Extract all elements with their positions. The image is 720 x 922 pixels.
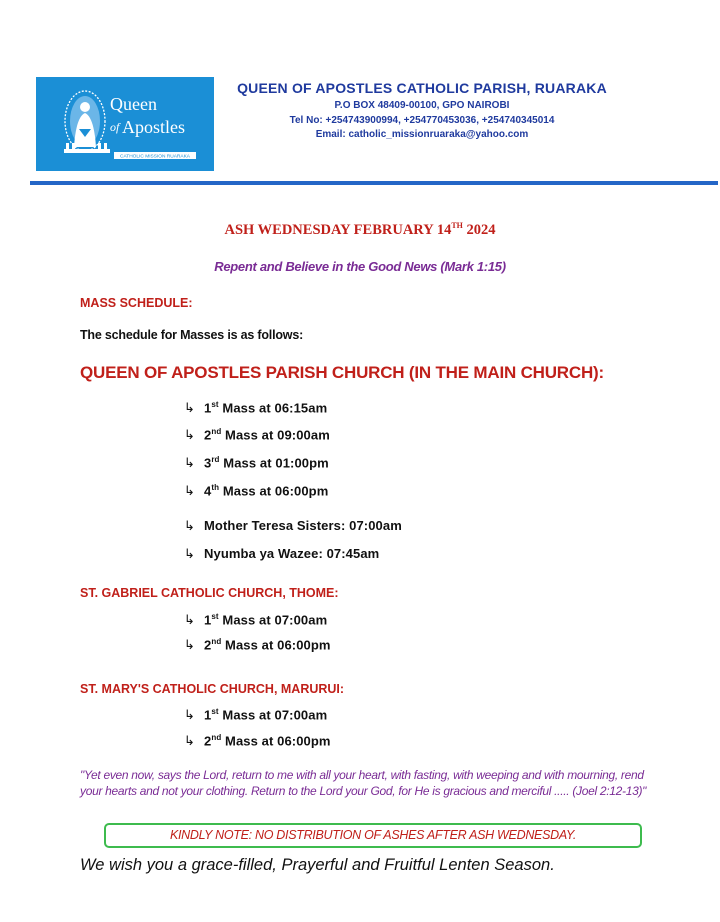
closing-greeting: We wish you a grace-filled, Prayerful and Fruitful Lenten Season.	[80, 856, 555, 874]
list-item: ↳ Nyumba ya Wazee: 07:45am	[184, 546, 380, 561]
logo-subtitle: CATHOLIC MISSION RUARAKA	[119, 154, 191, 160]
list-item: ↳ 1st Mass at 06:15am	[184, 400, 328, 416]
email-address: Email: catholic_missionruaraka@yahoo.com	[315, 129, 529, 140]
arrow-icon: ↳	[184, 427, 195, 443]
list-item: ↳ 2nd Mass at 06:00pm	[184, 637, 331, 653]
list-item: ↳ 4th Mass at 06:00pm	[184, 483, 329, 499]
phone-numbers: Tel No: +254743900994, +254770453036, +254740345014	[289, 115, 555, 126]
logo-text-of: of	[110, 120, 120, 134]
event-theme: Repent and Believe in the Good News (Mark 1:15)	[214, 259, 506, 274]
list-item: ↳ 3rd Mass at 01:00pm	[184, 455, 329, 471]
arrow-icon: ↳	[184, 400, 195, 416]
madonna-logo-icon	[36, 77, 214, 171]
scripture-quote: "Yet even now, says the Lord, return to me with all your heart, with fasting, with weeping and with mourning, rend your hearts and not your clothing. Return to the Lord your God, for He is gracious and merciful ..... (Joel 2:12-13)"	[80, 768, 647, 798]
list-item: ↳ Mother Teresa Sisters: 07:00am	[184, 518, 402, 533]
arrow-icon: ↳	[184, 733, 195, 749]
arrow-icon: ↳	[184, 637, 195, 653]
logo-text-apostles: Apostles	[122, 117, 185, 137]
note-banner: KINDLY NOTE: NO DISTRIBUTION OF ASHES AFTER ASH WEDNESDAY.	[104, 823, 642, 848]
arrow-icon: ↳	[184, 518, 195, 533]
arrow-icon: ↳	[184, 612, 195, 628]
st-mary-heading: ST. MARY'S CATHOLIC CHURCH, MARURUI:	[80, 682, 345, 696]
list-item: ↳ 2nd Mass at 06:00pm	[184, 733, 331, 749]
logo-text-queen: Queen	[110, 94, 157, 114]
postal-address: P.O BOX 48409-00100, GPO NAIROBI	[334, 100, 510, 111]
list-item: ↳ 2nd Mass at 09:00am	[184, 427, 330, 443]
arrow-icon: ↳	[184, 455, 195, 471]
list-item: ↳ 1st Mass at 07:00am	[184, 612, 328, 628]
schedule-intro: The schedule for Masses is as follows:	[80, 328, 304, 342]
arrow-icon: ↳	[184, 483, 195, 499]
header-divider	[30, 181, 718, 185]
arrow-icon: ↳	[184, 546, 195, 561]
st-gabriel-heading: ST. GABRIEL CATHOLIC CHURCH, THOME:	[80, 586, 339, 600]
mass-schedule-heading: MASS SCHEDULE:	[80, 296, 193, 310]
main-church-heading: QUEEN OF APOSTLES PARISH CHURCH (IN THE MAIN CHURCH):	[80, 363, 604, 382]
arrow-icon: ↳	[184, 707, 195, 723]
list-item: ↳ 1st Mass at 07:00am	[184, 707, 328, 723]
parish-name: QUEEN OF APOSTLES CATHOLIC PARISH, RUARAKA	[237, 80, 607, 96]
parish-logo	[36, 77, 214, 171]
event-title: ASH WEDNESDAY FEBRUARY 14TH 2024	[224, 221, 496, 238]
